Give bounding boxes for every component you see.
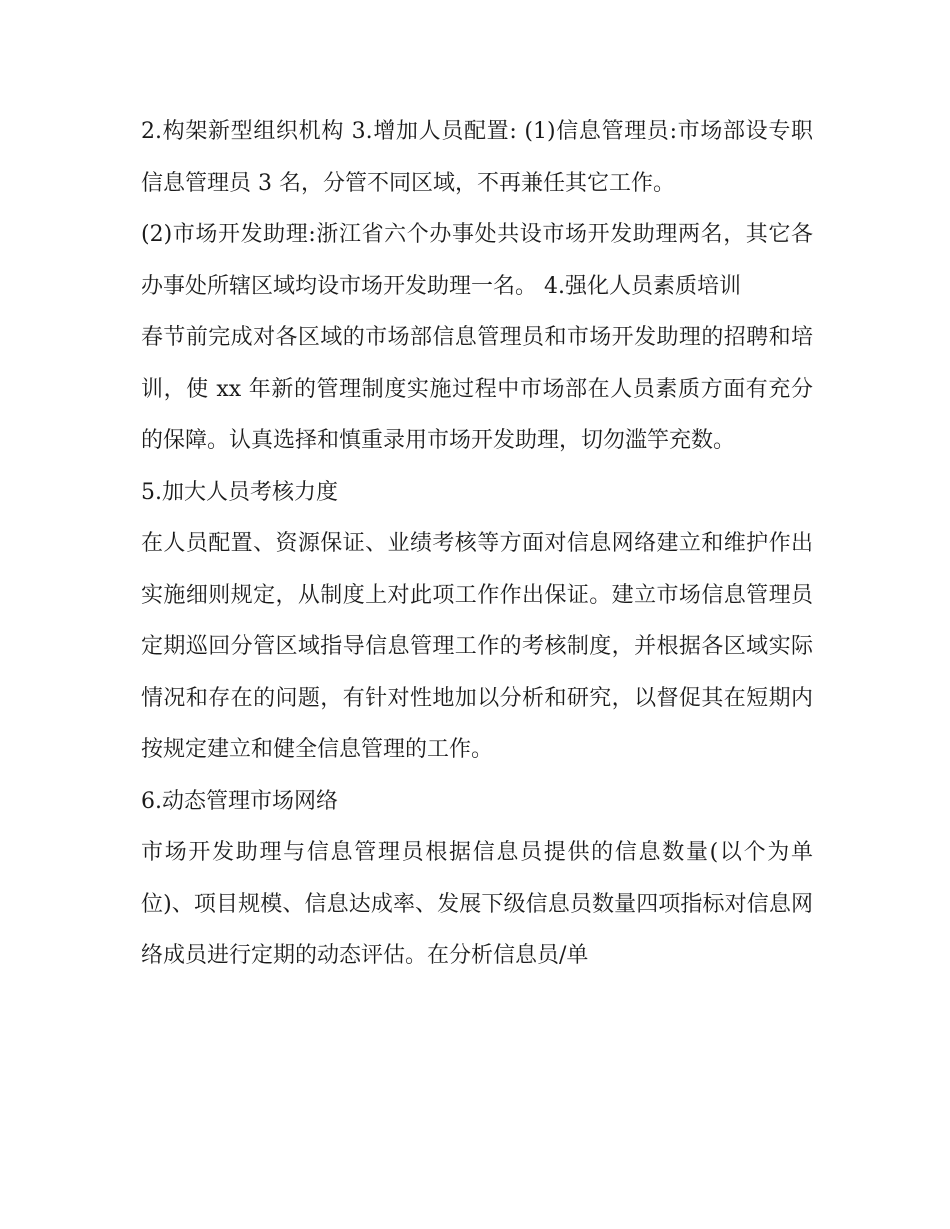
paragraph-training: 春节前完成对各区域的市场部信息管理员和市场开发助理的招聘和培训，使 xx 年新的管理制度实施过程中市场部在人员素质方面有充分的保障。认真选择和慎重录用市场开发助理，切勿滥竽充数。 (141, 325, 813, 453)
heading-assessment: 5.加大人员考核力度 (141, 479, 338, 505)
paragraph-assessment: 在人员配置、资源保证、业绩考核等方面对信息网络建立和维护作出实施细则规定，从制度上对此项工作作出保证。建立市场信息管理员定期巡回分管区域指导信息管理工作的考核制度，并根据各区域实际情况和存在的问题，有针对性地加以分析和研究，以督促其在短期内按规定建立和健全信息管理的工作。 (141, 531, 813, 762)
heading-dynamic-management: 6.动态管理市场网络 (141, 788, 338, 814)
paragraph-dynamic-management: 市场开发助理与信息管理员根据信息员提供的信息数量(以个为单位)、项目规模、信息达成率、发展下级信息员数量四项指标对信息网络成员进行定期的动态评估。在分析信息员/单 (141, 840, 813, 968)
paragraph-org-and-staffing: 2.构架新型组织机构 3.增加人员配置: (1)信息管理员:市场部设专职信息管理员 3 名，分管不同区域，不再兼任其它工作。 (141, 119, 813, 196)
paragraph-market-assistant: (2)市场开发助理:浙江省六个办事处共设市场开发助理两名，其它各办事处所辖区域均设市场开发助理一名。 4.强化人员素质培训 (141, 222, 813, 299)
document-body (141, 106, 813, 982)
